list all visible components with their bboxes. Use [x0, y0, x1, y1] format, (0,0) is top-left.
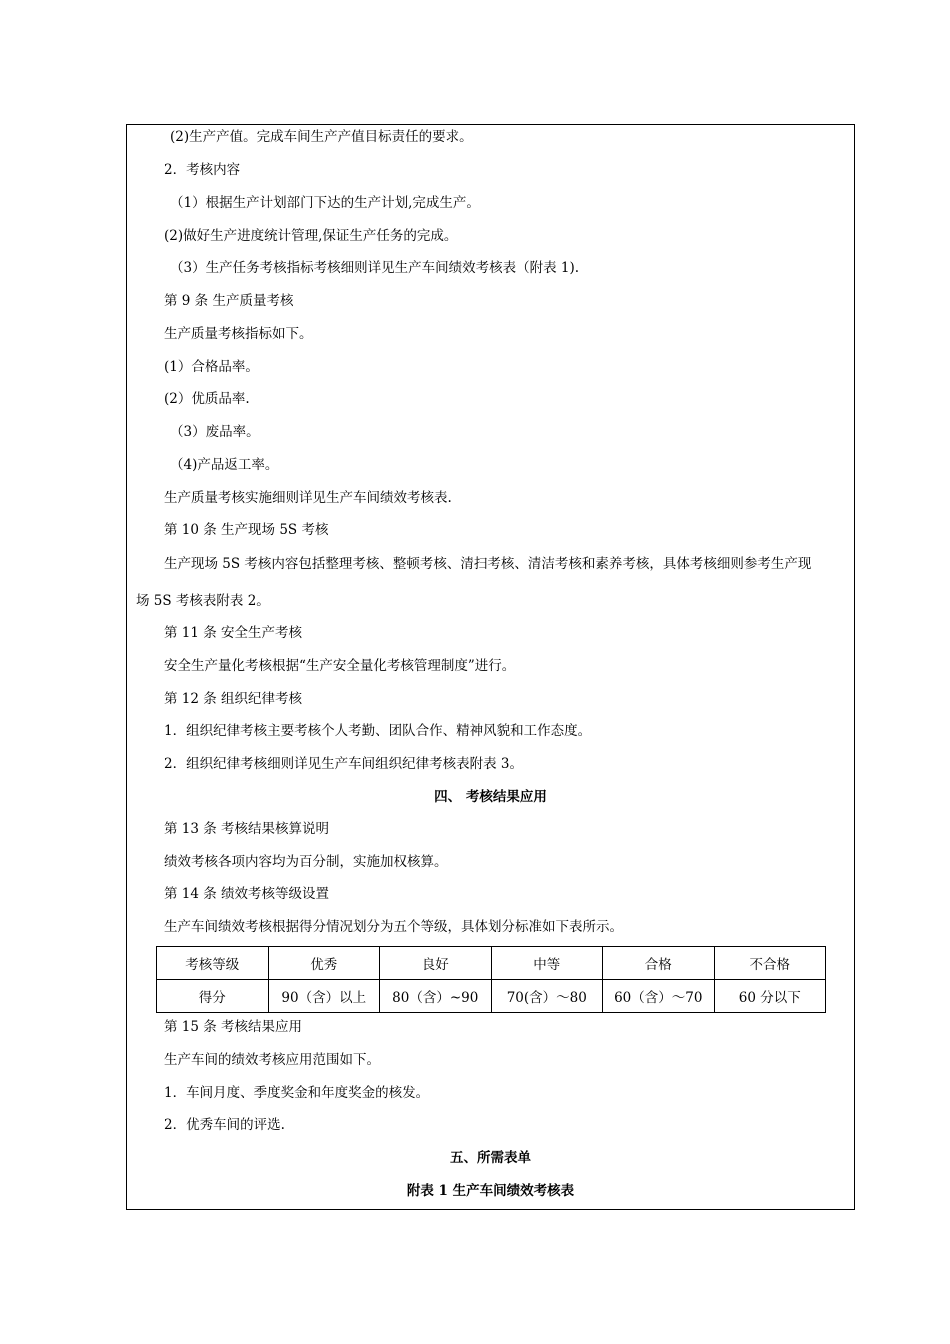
table-cell: 60 分以下	[714, 980, 826, 1013]
paragraph: 安全生产量化考核根据“生产安全量化考核管理制度”进行。	[164, 658, 516, 674]
paragraph: (1）合格品率。	[164, 359, 259, 375]
table-cell: 考核等级	[157, 947, 269, 980]
table-header-row	[157, 947, 826, 980]
paragraph: 绩效考核各项内容均为百分制，实施加权核算。	[164, 854, 448, 870]
section-heading: 五、所需表单	[450, 1150, 531, 1166]
article-heading: 第 15 条 考核结果应用	[164, 1019, 303, 1035]
table-cell: 得分	[157, 980, 269, 1013]
table-cell: 80（含）~90	[380, 980, 492, 1013]
grade-table	[156, 946, 826, 1013]
article-heading: 第 9 条 生产质量考核	[164, 293, 294, 309]
appendix-title: 附表 1 生产车间绩效考核表	[406, 1183, 575, 1199]
paragraph: (2)生产产值。完成车间生产产值目标责任的要求。	[170, 129, 473, 145]
article-heading: 第 11 条 安全生产考核	[164, 625, 303, 641]
table-cell: 60（含）～70	[603, 980, 715, 1013]
table-cell: 合格	[603, 947, 715, 980]
paragraph: （3）废品率。	[170, 424, 260, 440]
table-cell: 70(含）～80	[491, 980, 603, 1013]
paragraph: （4)产品返工率。	[170, 457, 279, 473]
paragraph: 2．考核内容	[164, 162, 241, 178]
paragraph: 生产车间的绩效考核应用范围如下。	[164, 1052, 380, 1068]
paragraph: 1．组织纪律考核主要考核个人考勤、团队合作、精神风貌和工作态度。	[164, 723, 592, 739]
paragraph: 1．车间月度、季度奖金和年度奖金的核发。	[164, 1085, 430, 1101]
article-heading: 第 10 条 生产现场 5S 考核	[164, 522, 329, 538]
table-cell: 不合格	[714, 947, 826, 980]
section-heading: 四、 考核结果应用	[434, 789, 547, 805]
paragraph: 2．组织纪律考核细则详见生产车间组织纪律考核表附表 3。	[164, 756, 523, 772]
paragraph: 2．优秀车间的评选.	[164, 1117, 285, 1133]
paragraph: （1）根据生产计划部门下达的生产计划,完成生产。	[170, 195, 480, 211]
paragraph-continuation: 场 5S 考核表附表 2。	[136, 593, 270, 609]
table-cell: 良好	[380, 947, 492, 980]
paragraph: 生产质量考核指标如下。	[164, 326, 313, 342]
paragraph: (2）优质品率.	[164, 391, 250, 407]
article-heading: 第 13 条 考核结果核算说明	[164, 821, 330, 837]
table-cell: 中等	[491, 947, 603, 980]
article-heading: 第 12 条 组织纪律考核	[164, 691, 303, 707]
paragraph: 生产现场 5S 考核内容包括整理考核、整顿考核、清扫考核、清洁考核和素养考核，具体考核细则参考生产现	[164, 556, 812, 572]
table-row	[157, 980, 826, 1013]
paragraph: 生产质量考核实施细则详见生产车间绩效考核表.	[164, 490, 452, 506]
article-heading: 第 14 条 绩效考核等级设置	[164, 886, 330, 902]
paragraph: （3）生产任务考核指标考核细则详见生产车间绩效考核表（附表 1).	[170, 260, 580, 276]
table-cell: 优秀	[268, 947, 380, 980]
paragraph: (2)做好生产进度统计管理,保证生产任务的完成。	[164, 228, 458, 244]
paragraph: 生产车间绩效考核根据得分情况划分为五个等级，具体划分标准如下表所示。	[164, 919, 623, 935]
table-cell: 90（含）以上	[268, 980, 380, 1013]
